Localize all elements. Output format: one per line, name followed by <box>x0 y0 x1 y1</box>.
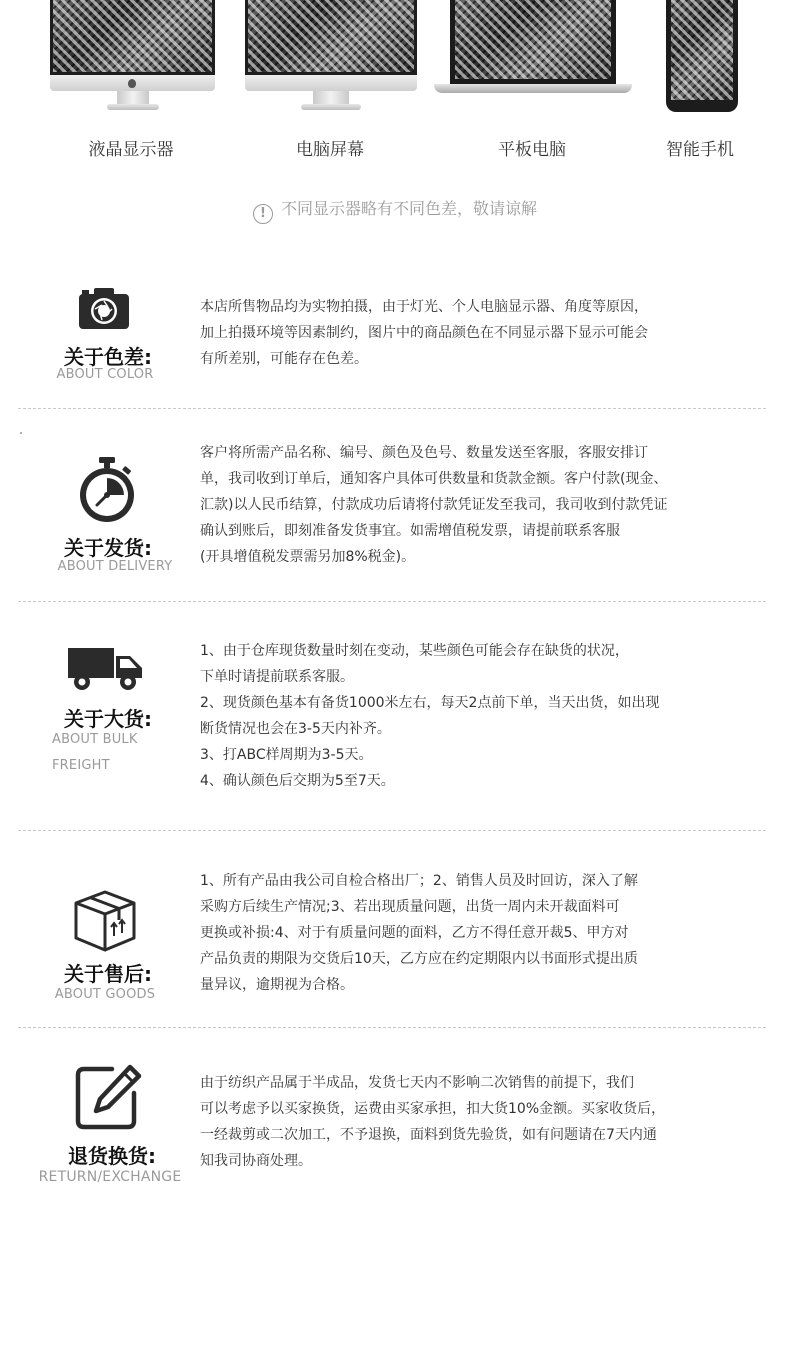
section-return-text <box>200 1070 765 1174</box>
section-bulk-title: 关于大货: <box>64 707 152 731</box>
text-line: 客户将所需产品名称、编号、颜色及色号、数量发送至客服，客服安排订 <box>200 445 648 461</box>
section-bulk-subtitle-1: ABOUT BULK <box>52 732 138 747</box>
section-return-title: 退货换货: <box>68 1144 156 1168</box>
section-divider <box>18 408 766 409</box>
text-line: 本店所售物品均为实物拍摄，由于灯光、个人电脑显示器、角度等原因， <box>200 299 648 315</box>
text-line: 量异议，逾期视为合格。 <box>200 977 354 993</box>
decorative-dot <box>20 432 22 434</box>
section-aftersales-subtitle: ABOUT GOODS <box>54 987 156 1002</box>
section-delivery-text <box>200 440 765 570</box>
stopwatch-icon <box>75 455 139 525</box>
info-circle-icon: ! <box>253 204 273 224</box>
text-line: 有所差别，可能存在色差。 <box>200 351 368 367</box>
device-imac <box>50 0 215 112</box>
color-notice-text: 不同显示器略有不同色差，敬请谅解 <box>280 199 537 218</box>
section-bulk-subtitle-2: FREIGHT <box>52 758 110 773</box>
text-line: 3、打ABC样周期为3-5天。 <box>200 747 373 763</box>
section-aftersales-title: 关于售后: <box>64 962 152 986</box>
text-line: 1、所有产品由我公司自检合格出厂；2、销售人员及时回访，深入了解 <box>200 873 638 889</box>
text-line: 4、确认颜色后交期为5至7天。 <box>200 773 395 789</box>
text-line: 由于纺织产品属于半成品，发货七天内不影响二次销售的前提下，我们 <box>200 1075 634 1091</box>
text-line: 产品负责的期限为交货后10天，乙方应在约定期限内以书面形式提出质 <box>200 951 638 967</box>
text-line: 单，我司收到订单后，通知客户具体可供数量和货款金额。客户付款(现金、 <box>200 471 668 487</box>
text-line: 可以考虑予以买家换货，运费由买家承担，扣大货10%金额。买家收货后， <box>200 1101 666 1117</box>
section-delivery-title: 关于发货: <box>64 536 152 560</box>
section-color-subtitle: ABOUT COLOR <box>56 367 154 382</box>
text-line: (开具增值税发票需另加8%税金)。 <box>200 549 416 565</box>
section-divider <box>18 830 766 831</box>
section-delivery-subtitle: ABOUT DELIVERY <box>57 559 173 574</box>
text-line: 加上拍摄环境等因素制约，图片中的商品颜色在不同显示器下显示可能会 <box>200 325 648 341</box>
text-line: 知我司协商处理。 <box>200 1153 312 1169</box>
device-monitor <box>245 0 417 112</box>
text-line: 2、现货颜色基本有备货1000米左右，每天2点前下单，当天出货，如出现 <box>200 695 660 711</box>
truck-icon <box>66 644 144 692</box>
device-laptop <box>434 0 632 100</box>
text-line: 确认到账后，即刻准备发货事宜。如需增值税发票，请提前联系客服 <box>200 523 620 539</box>
section-return-subtitle: RETURN/EXCHANGE <box>38 1169 182 1185</box>
device-label-computer: 电脑屏幕 <box>296 140 364 160</box>
text-line: 更换或补损:4、对于有质量问题的面料，乙方不得任意开裁5、甲方对 <box>200 925 629 941</box>
section-divider <box>18 601 766 602</box>
device-label-lcd: 液晶显示器 <box>88 140 174 160</box>
package-box-icon <box>72 888 138 954</box>
text-line: 一经裁剪或二次加工，不予退换，面料到货先验货，如有问题请在7天内通 <box>200 1127 657 1143</box>
device-label-phone: 智能手机 <box>666 140 734 160</box>
device-phone <box>666 0 738 112</box>
text-line: 汇款)以人民币结算，付款成功后请将付款凭证发至我司，我司收到付款凭证 <box>200 497 668 513</box>
text-line: 1、由于仓库现货数量时刻在变动，某些颜色可能会存在缺货的状况， <box>200 643 629 659</box>
section-bulk-text <box>200 638 765 794</box>
text-line: 断货情况也会在3-5天内补齐。 <box>200 721 391 737</box>
text-line: 下单时请提前联系客服。 <box>200 669 354 685</box>
section-color-text <box>200 294 765 372</box>
color-notice <box>0 196 790 224</box>
section-color-title: 关于色差: <box>64 345 152 369</box>
section-aftersales-text <box>200 868 765 998</box>
text-line: 采购方后续生产情况;3、若出现质量问题，出货一周内未开裁面料可 <box>200 899 620 915</box>
camera-icon <box>75 285 133 331</box>
apple-logo-icon <box>128 79 136 88</box>
edit-pencil-icon <box>72 1063 144 1133</box>
device-label-tablet: 平板电脑 <box>498 140 566 160</box>
section-divider <box>18 1027 766 1028</box>
